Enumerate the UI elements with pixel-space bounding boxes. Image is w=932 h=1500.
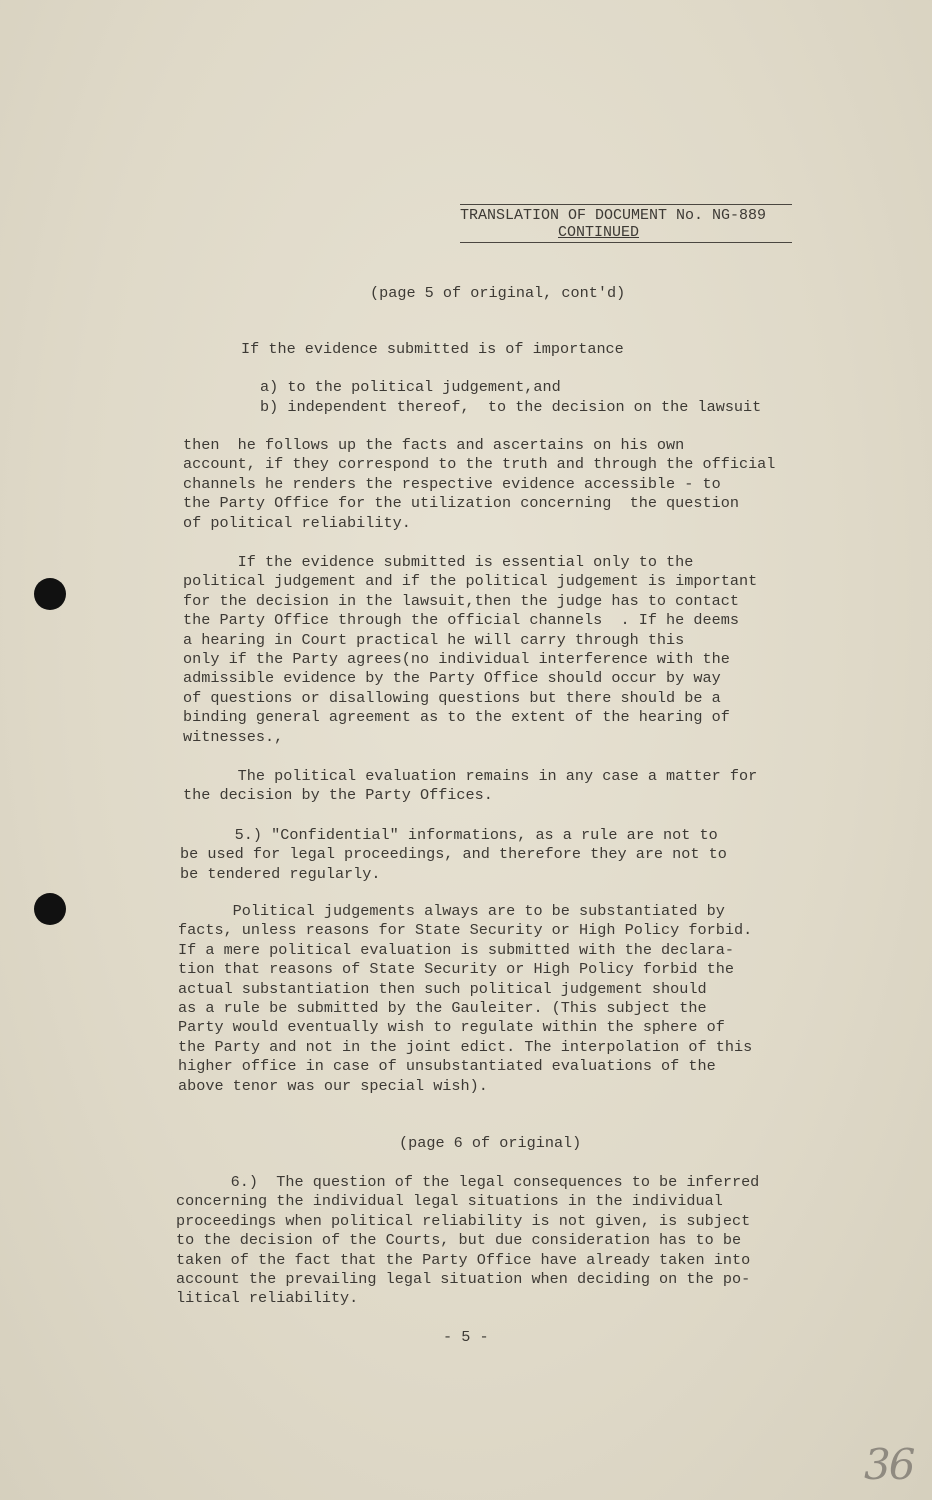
handwritten-page-number: 36 — [864, 1440, 914, 1489]
paragraph-1: then he follows up the facts and ascertains on his own account, if they correspond to the truth and through the official channels he renders the respective evidence accessible - to the Party Office for the utilization concerning the question of political reliability. — [183, 436, 776, 532]
punch-hole-bottom — [34, 893, 66, 925]
header-rule — [460, 242, 792, 243]
paragraph-3: The political evaluation remains in any case a matter for the decision by the Party Offices. — [183, 767, 758, 805]
page-note-5: (page 5 of original, cont'd) — [370, 284, 626, 302]
paragraph-6: 6.) The question of the legal consequences to be inferred concerning the individual legal situations in the individual proceedings when political reliability is not given, is subject to the decision of the Courts, but due consideration has to be taken of the fact that the Party Office have already taken into account the prevailing legal situation when deciding on the po- litical reliability. — [176, 1173, 760, 1308]
intro-line: If the evidence submitted is of importance — [241, 340, 624, 358]
punch-hole-top — [34, 578, 66, 610]
paragraph-2: If the evidence submitted is essential only to the political judgement and if the political judgement is important for the decision in the lawsuit,then the judge has to contact the Party Office through the official channels . If he deems a hearing in Court practical he will carry through this only if the Party agrees(no individual interference with the admissible evidence by the Party Office should occur by way of questions or disallowing questions but there should be a binding general agreement as to the extent of the hearing of witnesses., — [183, 553, 758, 746]
document-header — [460, 204, 792, 241]
paragraph-5: Political judgements always are to be substantiated by facts, unless reasons for State Security or High Policy forbid. If a mere political evaluation is submitted with the declara- tion that reasons of State Security or High Policy forbid the actual substantiation then such political judgement should as a rule be submitted by the Gauleiter. (This subject the Party would eventually wish to regulate within the sphere of the Party and not in the joint edict. The interpolation of this higher office in case of unsubstantiated evaluations of the above tenor was our special wish). — [178, 902, 753, 1095]
paragraph-4: 5.) "Confidential" informations, as a rule are not to be used for legal proceedings, and therefore they are not to be tendered regularly. — [180, 826, 727, 883]
list-item-a: a) to the political judgement,and — [260, 378, 561, 396]
page-number: - 5 - — [443, 1328, 489, 1346]
page-note-6: (page 6 of original) — [399, 1134, 582, 1152]
header-title: TRANSLATION OF DOCUMENT No. NG-889 — [460, 207, 767, 224]
list-item-b: b) independent thereof, to the decision on the lawsuit — [260, 398, 762, 416]
header-continued: CONTINUED — [558, 224, 640, 241]
